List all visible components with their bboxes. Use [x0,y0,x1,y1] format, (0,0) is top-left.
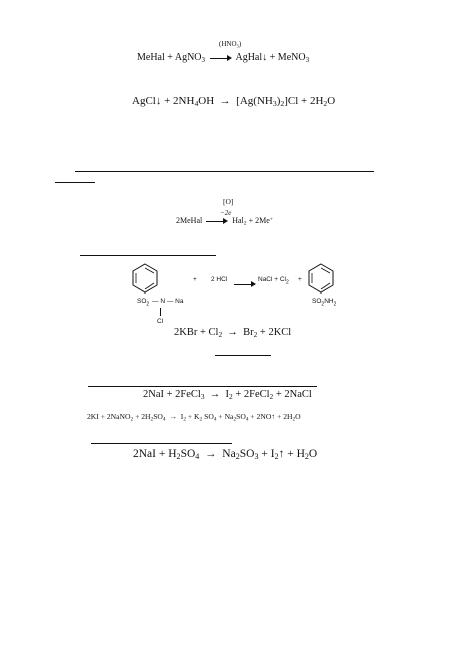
reaction-arrow-icon [234,280,256,288]
eq4-arrow-wrap [232,280,258,288]
plus-sign: + [193,276,197,283]
benzene-ring-icon [306,262,336,294]
down-arrow-icon: ↓ [155,95,162,107]
reaction-arrow-icon: → [207,389,223,400]
eq1-product-precipitate: AgHal [235,52,263,63]
equation-ferric: 2NaI + 2FeCl$_3$ → $I_2$ + 2FeCl$_2$ + 2NaCl [143,389,312,401]
reaction-arrow-icon [206,217,228,225]
reagent-hcl: 2 HCl [211,276,228,283]
equation-sulfuric: $2NaI + H_2SO_4 \to Na_2SO_3$ + $I_2↑ + H_2O$ [133,448,318,461]
reaction-arrow-icon [210,54,232,62]
eq1-lhs: MeHal + AgNO [137,52,202,63]
reaction-condition-hno3: (HNO₃) [219,40,242,48]
chlorine-label: Cl [157,318,164,325]
heading-rule [80,255,216,256]
sulfonyl-label: $SO_2$ [137,298,150,308]
sulfonamide-label: $SO_2NH_2$ [312,298,337,308]
equation-nitrite: 2KI + 2NaNO$_2$ + $2H_2SO_4 \to I_2 + K_2$ $SO_4 + Na_2SO_4$ + 2NO↑ + $2H_2O$ [87,412,301,423]
heading-rule-short [55,182,95,183]
eq1-product2: + MeNO [269,52,306,63]
reaction-arrow-icon: → [167,412,179,421]
nitrogen-label: — N — Na [152,298,184,305]
reaction-condition-oxidant: [O] [223,197,234,206]
equation-bromide: $2KBr + Cl_2 \to Br_2 + 2KCl$ [174,327,292,339]
heading-rule [91,443,232,444]
heading-rule [75,171,374,172]
equation-silver-nitrate: MeHal + AgNO$_3$ AgHal↓ + MeNO$_3$ [137,52,310,64]
reaction-arrow-icon: → [216,95,234,107]
down-arrow-icon: ↓ [262,52,268,63]
up-arrow-icon: ↑ [278,448,285,460]
benzene-ring-icon [130,262,160,294]
heading-rule-short [215,355,271,356]
equation-oxidation: 2MeHal Hal$_2$ + 2Me+ [176,216,273,227]
reaction-arrow-icon: → [202,448,220,460]
eq4-products: NaCl + $Cl_2$ [258,276,289,286]
reaction-condition-electrons: −2e [220,209,232,217]
equation-ammonia-complex: AgCl↓ + $2NH_4OH \to [Ag(NH_3)_2]Cl + 2H_2O$ [132,95,336,108]
heading-rule [88,386,317,387]
bond-line [160,308,161,316]
reaction-arrow-icon: → [224,327,241,338]
plus-sign: + [298,276,302,283]
